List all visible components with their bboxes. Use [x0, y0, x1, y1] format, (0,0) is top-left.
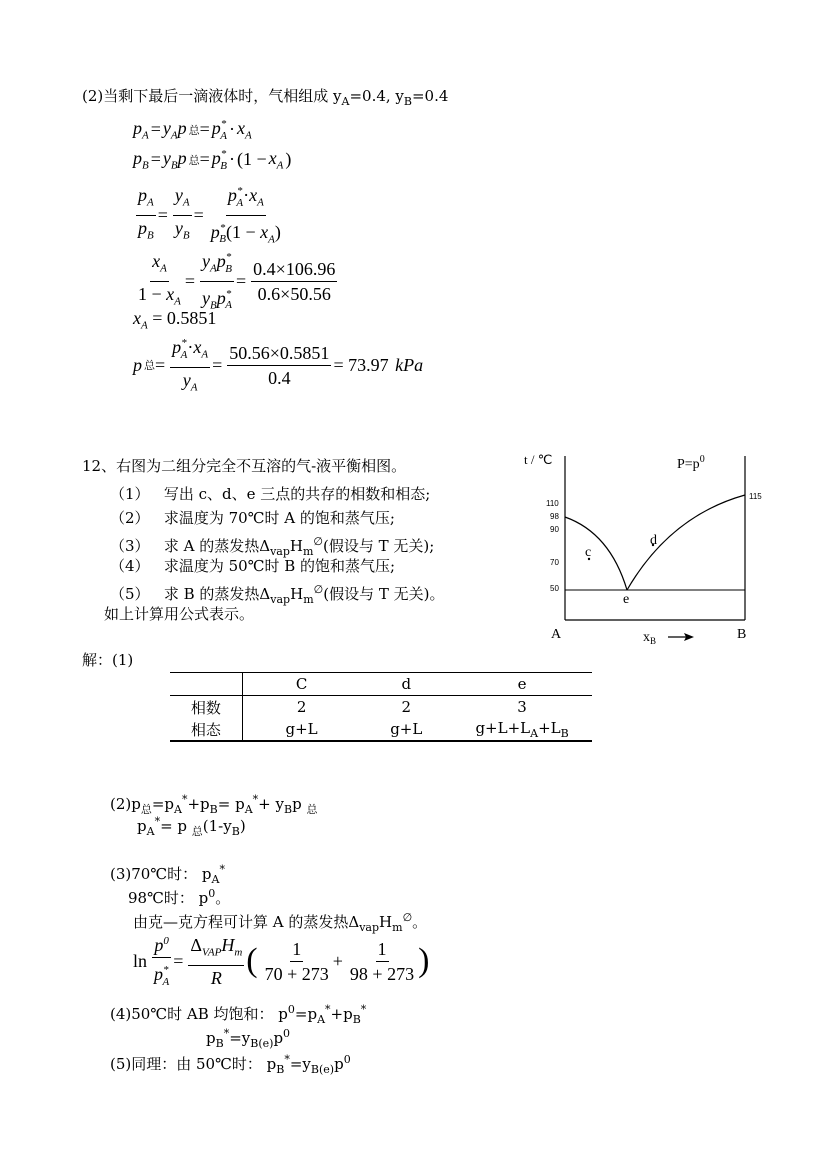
equation-xA-value: $x_A = 0.5851$: [133, 308, 217, 332]
tick-98: 98: [550, 512, 559, 521]
tick-50: 50: [550, 584, 559, 593]
tick-90: 90: [550, 525, 559, 534]
point-c-label: c: [585, 545, 592, 560]
point-d-label: d: [650, 533, 657, 548]
solution-part3-line2: 98℃时： $p^0$。: [128, 887, 231, 907]
question-item-2: （2） 求温度为 70℃时 A 的饱和蒸气压;: [110, 509, 395, 527]
equation-pB: $p_B$ = $y_Bp$ 总 = $p^*_B$ · (1 − $x_A$ ): [133, 148, 292, 172]
solution-part2-line1: $(2)p_总=p_A^*+p_B= p_A^*+ y_Bp$ $_总$: [110, 793, 318, 816]
question-closing: 如上计算用公式表示。: [104, 605, 255, 623]
solution-part4-line1: (4)50℃时 AB 均饱和： $p^0=p_A^*+p_B^*$: [110, 1003, 367, 1026]
point-e-label: e: [623, 592, 630, 607]
solution-label: 解：(1): [82, 651, 134, 669]
equation-xA-ratio: $\frac{x_A}{1 - x_A}$ = $\frac{y_Ap^*_B}{y_Bp^*_A}$ = $\frac{0.4\times 106.96}{0.6\times 50.56}$: [133, 246, 339, 316]
label-A: A: [551, 627, 562, 642]
clausius-clapeyron-equation: ln $\frac{p^0}{p^*_A}$ = $\frac{\Delta_{VAP}H_m}{R}$ ( $\frac{1}{70 + 273}$ + $\frac{1}{98 + 273}$ ): [133, 930, 431, 993]
liquidus-left: [565, 517, 627, 590]
header-e: e: [517, 675, 527, 693]
question-intro: 12、右图为二组分完全不互溶的气-液平衡相图。: [82, 457, 407, 475]
liquidus-right: [627, 495, 745, 590]
x-axis-label: $x_B$: [643, 630, 657, 646]
pressure-label: $P=p^0$: [677, 454, 705, 472]
solution-part4-line2: $p_B^*=y_{B(e)}p^0$: [206, 1027, 291, 1050]
equation-pA: $p_A$ = $y_Ap$ 总 = $p^*_A$ · $x_A$: [133, 118, 252, 142]
tick-110: 110: [546, 499, 559, 508]
table-row: 相数 2 2 3: [170, 696, 592, 719]
equation-ratio: $\frac{p_A}{p_B}$ = $\frac{y_A}{y_B}$ = $\frac{p^*_A\cdot x_A}{p^*_B(1 - x_A)}$: [133, 180, 285, 250]
header-d: d: [401, 675, 412, 693]
tick-70: 70: [550, 558, 559, 567]
phase-diagram: [520, 448, 780, 648]
question-item-5: （5） 求 B 的蒸发热$\Delta_{vap}H_m^\emptyset$(假设与 T 无关)。: [110, 583, 445, 606]
question-item-3: （3） 求 A 的蒸发热$\Delta_{vap}H_m^\emptyset$(假设与 T 无关);: [110, 535, 435, 558]
y-axis-label: t / ℃: [524, 452, 553, 467]
header-C: C: [295, 675, 308, 693]
solution-part3-line3: 由克—克方程可计算 A 的蒸发热$\Delta_{vap}H_m^\emptyset$。: [133, 911, 428, 934]
table-header-row: [170, 673, 592, 696]
solution-part3-line1: (3)70℃时： $p_A^*$: [110, 863, 225, 886]
question-item-1: （1） 写出 c、d、e 三点的共存的相数和相态;: [110, 485, 431, 503]
solution-part2-line2: $p_A^*= p$ $_总(1-y_B)$: [137, 815, 246, 838]
equation-p-total: p 总 = $\frac{p^*_A\cdot x_A}{y_A}$ = $\frac{50.56\times 0.5851}{0.4}$ = 73.97 kPa: [133, 332, 425, 398]
tick-115: 115: [749, 492, 762, 501]
label-B: B: [737, 627, 747, 642]
table-row: 相态 g+L g+L $g+L+L_A+L_B$: [170, 718, 592, 740]
phase-table: [170, 672, 592, 742]
solution-part5-line1: (5)同理：由 50℃时： $p_B^*=y_{B(e)}p^0$: [110, 1053, 351, 1076]
question-item-4: （4） 求温度为 50℃时 B 的饱和蒸气压;: [110, 557, 396, 575]
part2-heading: (2)当剩下最后一滴液体时，气相组成 $y_A=0.4$, $y_B=0.4$: [82, 87, 449, 108]
